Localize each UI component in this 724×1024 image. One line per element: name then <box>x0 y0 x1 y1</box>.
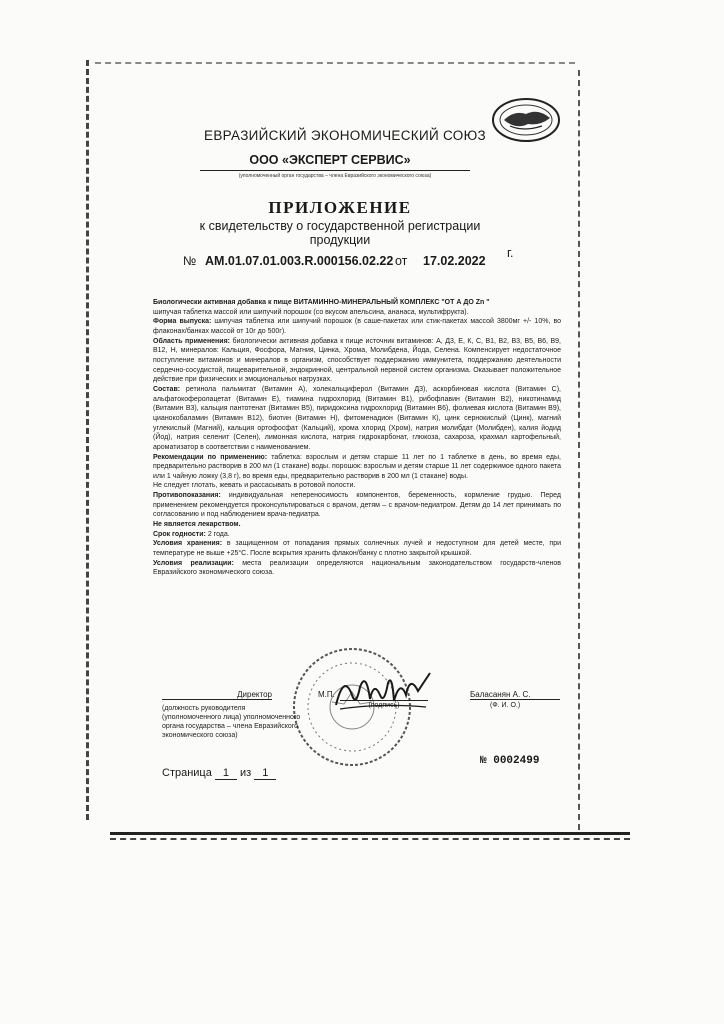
bottom-edge-line <box>110 832 630 835</box>
position-caption-3: органа государства – члена Евразийского <box>162 723 299 730</box>
product-form-inline: шипучая таблетка массой или шипучий порошок (со вкусом апельсина, ананаса, мультифрукта). <box>153 308 469 316</box>
composition-paragraph <box>153 385 561 453</box>
stamp-place-label: М.П. <box>318 690 335 699</box>
contraindications-label: Противопоказания: <box>153 492 221 500</box>
serial-sign: № <box>480 755 487 767</box>
document-subtitle: к свидетельству о государственной регистрации продукции <box>199 219 481 247</box>
application-paragraph <box>153 337 561 385</box>
organization-caption: (уполномоченный орган государства – члена Евразийского экономического союза) <box>238 173 432 179</box>
application-text: биологически активная добавка к пище источник витаминов: А, Д3, Е, К, С, В1, В2, В3, В5, В6, В9, В12, Н, минералов: Кальция, Фосфора, Магния, Цинка, Хрома, Молибдена, Йода, Селена. Компенсирует недостаточное поступление витаминов и минералов в организм, способствует поддержанию иммунитета, поддержанию деятельности сердечно-сосудистой, пищеварительной, эндокринной, центральной нервной систем организма. Оказывает положительное действие при физических и эмоциональных нагрузках. <box>153 337 562 384</box>
storage-label: Условия хранения: <box>153 540 223 548</box>
page-of-label: из <box>239 767 252 779</box>
registration-date: 17.02.2022 <box>423 254 486 268</box>
serial-number-line <box>480 755 539 767</box>
storage-paragraph <box>153 539 561 558</box>
scan-border-top <box>95 62 575 64</box>
signature-caption: (подпись) <box>340 700 428 709</box>
contraindications-text: индивидуальная непереносимость компонентов, беременность, кормление грудью. Перед применением рекомендуется проконсультироваться с врачом, детям – с врачом-педиатром. Детям до 14 лет принимать по согласованию и под наблюдением врача-педиатра. <box>153 492 561 519</box>
warning-text: Не следует глотать, жевать и рассасывать в ротовой полости. <box>153 482 356 490</box>
sale-text: места реализации определяются национальным законодательством государств-членов Евразийского экономического союза. <box>153 559 562 577</box>
scan-border-left <box>86 60 89 820</box>
release-form-text: шипучая таблетка или шипучий порошок (в саше-пакетах или стик-пакетах массой 3800мг +/- 10%, во флаконах/банках массой от 10г до 500г). <box>153 318 561 335</box>
not-medicine-paragraph <box>153 520 561 530</box>
contraindications-paragraph <box>153 491 561 520</box>
usage-text: таблетка: взрослым и детям старше 11 лет по 1 таблетке в день, во время еды, предварительно растворив в 200 мл (1 стакане) воды. порошок: взрослым и детям старше 11 лет содержимое одного пакета или 1 чайную ложку (3,8 г), во время еды, предварительно растворив в 200 мл (1 стакане) воды. <box>153 453 561 480</box>
document-title: ПРИЛОЖЕНИЕ <box>268 198 412 217</box>
serial-number: 0002499 <box>493 755 540 767</box>
bottom-edge-dashes <box>110 838 630 840</box>
page-counter <box>162 767 276 780</box>
union-title: ЕВРАЗИЙСКИЙ ЭКОНОМИЧЕСКИЙ СОЮЗ <box>204 128 486 143</box>
application-label: Область применения: <box>153 337 231 345</box>
product-description <box>153 298 561 578</box>
composition-label: Состав: <box>153 385 181 393</box>
page-total: 1 <box>254 767 276 780</box>
page-current: 1 <box>215 767 237 780</box>
organization-name: ООО «ЭКСПЕРТ СЕРВИС» <box>249 153 411 167</box>
usage-label: Рекомендации по применению: <box>153 453 268 461</box>
release-form-paragraph <box>153 317 561 336</box>
sale-paragraph <box>153 559 561 578</box>
name-caption: (Ф. И. О.) <box>490 702 521 709</box>
warning-paragraph <box>153 481 561 491</box>
registration-year-suffix: г. <box>507 246 514 260</box>
organization-underline <box>200 170 470 171</box>
sale-label: Условия реализации: <box>153 559 234 567</box>
signer-name: Баласанян А. С. <box>470 690 560 700</box>
not-medicine-label: Не является лекарством. <box>153 521 241 529</box>
director-position: Директор <box>162 690 272 700</box>
scan-border-right <box>578 70 580 830</box>
composition-text: ретинола пальмитат (Витамин А), холекальциферол (Витамин Д3), аскорбиновая кислота (Витамин С), альфатокоферолацетат (Витамин Е), тиамина гидрохлорид (Витамин В1), рибофлавин (Витамин В2), никотинамид (Витамин В3), кальция пантотенат (Витамин В5), пиридоксина гидрохлорид (Витамин В6), фолиевая кислота (Витамин В9), цианокобаламин (Витамин В12), биотин (Витамин Н), фитоменадион (Витамин К), цинк сернокислый (Цинк), магний углекислый (Магний), кальция ортофосфат (Кальций), хрома хлорид (Хром), натрия молибдат (Молибден), калия йодид (Йод), натрия селенит (Селен), лимонная кислота, натрия гидрокарбонат, глюкоза, сахароза, крахмал картофельный, ароматизатор в соответствии с наименованием. <box>153 385 561 451</box>
shelf-life-label: Срок годности: <box>153 530 206 538</box>
product-name-paragraph <box>153 298 561 317</box>
registration-line <box>183 246 523 272</box>
registration-number-sign: № <box>183 254 197 268</box>
page-label: Страница <box>162 767 212 779</box>
shelf-life-paragraph <box>153 530 561 540</box>
registration-from-label: от <box>395 254 408 268</box>
registration-number: AM.01.07.01.003.R.000156.02.22 <box>205 254 394 268</box>
usage-paragraph <box>153 453 561 482</box>
release-form-label: Форма выпуска: <box>153 318 212 326</box>
product-name: Биологически активная добавка к пище ВИТАМИННО-МИНЕРАЛЬНЫЙ КОМПЛЕКС "ОТ А ДО Zn " <box>153 299 490 306</box>
position-caption-1: (должность руководителя <box>162 705 246 712</box>
shelf-life-text: 2 года. <box>207 530 230 538</box>
position-caption-4: экономического союза) <box>162 732 238 739</box>
position-caption-2: (уполномоченного лица) уполномоченного <box>162 714 301 721</box>
storage-text: в защищенном от попадания прямых солнечных лучей и недоступном для детей месте, при температуре не выше +25°С. После вскрытия хранить флакон/банку с плотно закрытой крышкой. <box>153 540 562 558</box>
